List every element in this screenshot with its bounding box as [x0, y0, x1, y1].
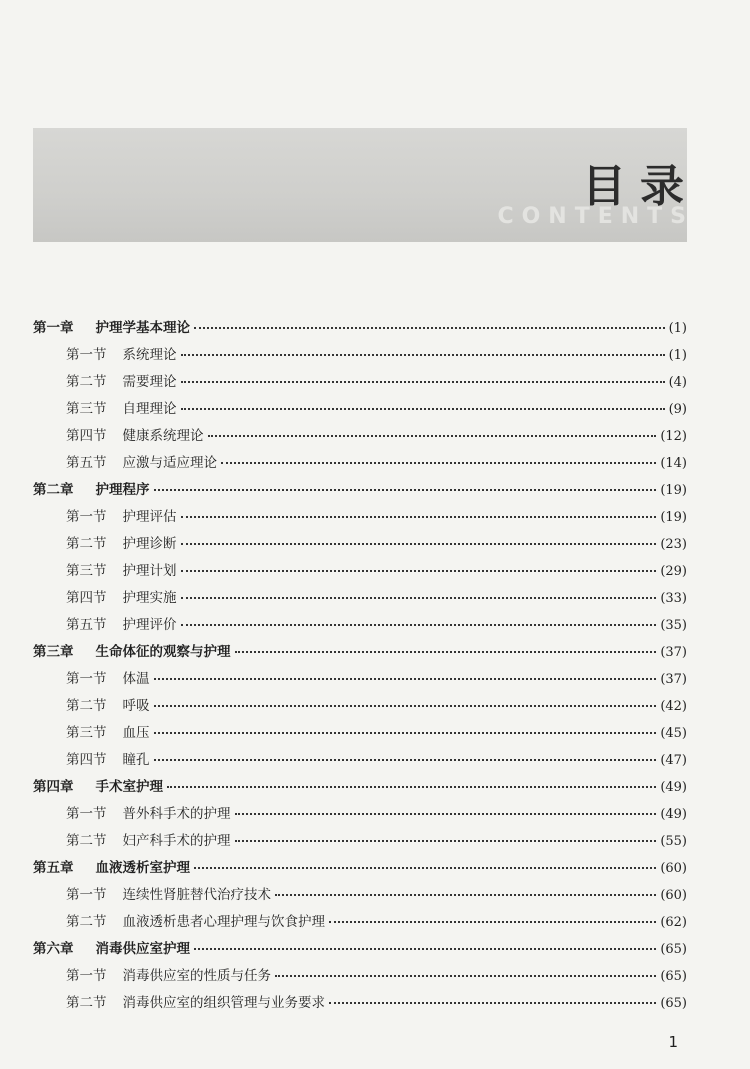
toc-entry-number: 第四节: [66, 428, 107, 444]
dot-leader: [221, 461, 656, 464]
toc-entry-title: 护理实施: [122, 590, 177, 606]
toc-entry-number: 第一章: [33, 320, 74, 336]
toc-entry-page: (42): [660, 699, 687, 714]
toc-entry-number: 第四节: [66, 752, 107, 768]
page-title: 目录: [582, 161, 698, 212]
dot-leader: [154, 677, 657, 680]
toc-chapter-entry: [33, 937, 687, 964]
dot-leader: [154, 488, 657, 491]
toc-entry-number: 第二节: [66, 536, 107, 552]
toc-entry-number: 第二章: [33, 482, 74, 498]
toc-section-entry: [33, 397, 687, 424]
dot-leader: [208, 434, 657, 437]
page-subtitle: CONTENTS: [497, 204, 694, 229]
dot-leader: [181, 623, 657, 626]
toc-section-entry: [33, 613, 687, 640]
toc-entry-page: (19): [660, 483, 687, 498]
toc-entry-page: (33): [660, 591, 687, 606]
dot-leader: [154, 758, 657, 761]
toc-entry-title: 普外科手术的护理: [122, 806, 231, 822]
table-of-contents: [33, 316, 687, 1018]
toc-entry-number: 第五节: [66, 617, 107, 633]
toc-entry-number: 第二节: [66, 833, 107, 849]
toc-entry-title: 自理理论: [122, 401, 177, 417]
toc-section-entry: [33, 964, 687, 991]
toc-entry-title: 系统理论: [122, 347, 177, 363]
dot-leader: [181, 380, 665, 383]
toc-chapter-entry: [33, 640, 687, 667]
toc-entry-page: (12): [660, 429, 687, 444]
dot-leader: [329, 1001, 656, 1004]
toc-entry-page: (37): [660, 645, 687, 660]
toc-entry-page: (47): [660, 753, 687, 768]
toc-entry-title: 需要理论: [122, 374, 177, 390]
toc-entry-page: (65): [660, 996, 687, 1011]
toc-section-entry: [33, 694, 687, 721]
dot-leader: [194, 866, 656, 869]
toc-section-entry: [33, 721, 687, 748]
toc-entry-number: 第四章: [33, 779, 74, 795]
toc-section-entry: [33, 586, 687, 613]
toc-entry-page: (62): [660, 915, 687, 930]
toc-entry-page: (55): [660, 834, 687, 849]
toc-entry-page: (65): [660, 942, 687, 957]
toc-entry-page: (14): [660, 456, 687, 471]
toc-entry-title: 瞳孔: [122, 752, 150, 768]
toc-entry-page: (29): [660, 564, 687, 579]
toc-section-entry: [33, 424, 687, 451]
dot-leader: [181, 515, 657, 518]
dot-leader: [154, 731, 657, 734]
toc-entry-title: 护理诊断: [122, 536, 177, 552]
toc-section-entry: [33, 883, 687, 910]
toc-entry-page: (19): [660, 510, 687, 525]
toc-entry-title: 应激与适应理论: [122, 455, 217, 471]
toc-entry-title: 消毒供应室的组织管理与业务要求: [122, 995, 325, 1011]
toc-entry-title: 血液透析室护理: [95, 860, 190, 876]
toc-entry-title: 护理评估: [122, 509, 177, 525]
dot-leader: [235, 839, 657, 842]
toc-entry-number: 第二节: [66, 698, 107, 714]
toc-entry-title: 血压: [122, 725, 150, 741]
toc-entry-number: 第一节: [66, 347, 107, 363]
dot-leader: [181, 353, 665, 356]
toc-section-entry: [33, 910, 687, 937]
toc-section-entry: [33, 370, 687, 397]
toc-entry-number: 第五章: [33, 860, 74, 876]
toc-entry-page: (45): [660, 726, 687, 741]
toc-entry-title: 呼吸: [122, 698, 150, 714]
toc-section-entry: [33, 343, 687, 370]
toc-entry-number: 第三章: [33, 644, 74, 660]
dot-leader: [235, 650, 657, 653]
toc-entry-title: 护理评价: [122, 617, 177, 633]
toc-entry-title: 生命体征的观察与护理: [95, 644, 231, 660]
toc-chapter-entry: [33, 775, 687, 802]
toc-entry-title: 妇产科手术的护理: [122, 833, 231, 849]
toc-entry-number: 第三节: [66, 725, 107, 741]
toc-entry-title: 血液透析患者心理护理与饮食护理: [122, 914, 325, 930]
toc-section-entry: [33, 559, 687, 586]
toc-entry-number: 第二节: [66, 374, 107, 390]
toc-section-entry: [33, 667, 687, 694]
toc-entry-number: 第三节: [66, 401, 107, 417]
dot-leader: [181, 542, 657, 545]
toc-entry-page: (37): [660, 672, 687, 687]
toc-entry-page: (1): [668, 348, 687, 363]
dot-leader: [181, 569, 657, 572]
toc-entry-title: 消毒供应室的性质与任务: [122, 968, 271, 984]
dot-leader: [275, 893, 656, 896]
toc-entry-number: 第二节: [66, 995, 107, 1011]
toc-entry-number: 第二节: [66, 914, 107, 930]
toc-entry-title: 护理学基本理论: [95, 320, 190, 336]
toc-entry-page: (23): [660, 537, 687, 552]
toc-entry-number: 第六章: [33, 941, 74, 957]
page-number: 1: [668, 1033, 678, 1051]
dot-leader: [275, 974, 656, 977]
toc-entry-page: (49): [660, 780, 687, 795]
toc-entry-page: (9): [668, 402, 687, 417]
toc-entry-number: 第五节: [66, 455, 107, 471]
dot-leader: [329, 920, 656, 923]
toc-section-entry: [33, 991, 687, 1018]
toc-entry-page: (49): [660, 807, 687, 822]
dot-leader: [181, 407, 665, 410]
toc-entry-page: (35): [660, 618, 687, 633]
dot-leader: [194, 947, 656, 950]
dot-leader: [194, 326, 665, 329]
dot-leader: [167, 785, 656, 788]
toc-entry-title: 连续性肾脏替代治疗技术: [122, 887, 271, 903]
toc-entry-title: 体温: [122, 671, 150, 687]
toc-entry-number: 第一节: [66, 968, 107, 984]
toc-section-entry: [33, 451, 687, 478]
toc-section-entry: [33, 802, 687, 829]
toc-entry-title: 消毒供应室护理: [95, 941, 190, 957]
toc-entry-page: (1): [668, 321, 687, 336]
toc-section-entry: [33, 748, 687, 775]
toc-entry-title: 护理程序: [95, 482, 150, 498]
toc-section-entry: [33, 532, 687, 559]
toc-entry-number: 第四节: [66, 590, 107, 606]
toc-entry-number: 第三节: [66, 563, 107, 579]
toc-entry-number: 第一节: [66, 806, 107, 822]
toc-chapter-entry: [33, 856, 687, 883]
toc-entry-title: 健康系统理论: [122, 428, 204, 444]
dot-leader: [154, 704, 657, 707]
toc-section-entry: [33, 505, 687, 532]
toc-entry-number: 第一节: [66, 887, 107, 903]
toc-entry-page: (4): [668, 375, 687, 390]
toc-entry-page: (60): [660, 888, 687, 903]
toc-entry-page: (65): [660, 969, 687, 984]
toc-entry-title: 护理计划: [122, 563, 177, 579]
dot-leader: [181, 596, 657, 599]
toc-entry-page: (60): [660, 861, 687, 876]
toc-entry-number: 第一节: [66, 671, 107, 687]
toc-section-entry: [33, 829, 687, 856]
toc-entry-number: 第一节: [66, 509, 107, 525]
dot-leader: [235, 812, 657, 815]
toc-entry-title: 手术室护理: [95, 779, 163, 795]
toc-chapter-entry: [33, 316, 687, 343]
toc-chapter-entry: [33, 478, 687, 505]
